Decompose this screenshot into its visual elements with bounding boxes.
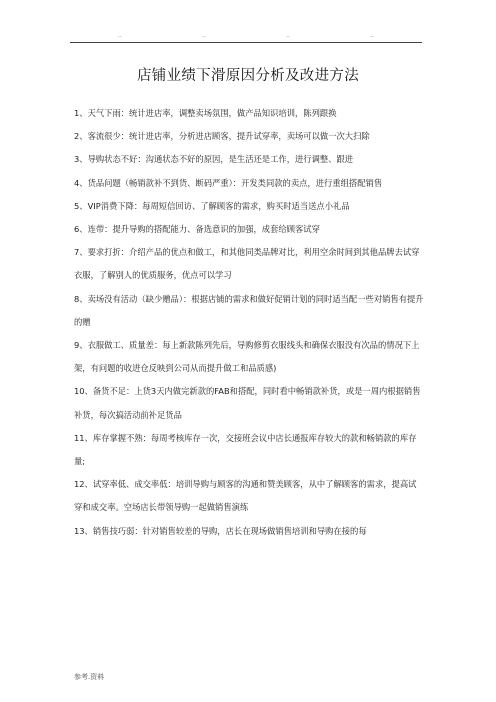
header-marks	[70, 32, 422, 40]
list-item: 2、客流很少：统计进店率，分析进店顾客，提升试穿率，卖场可以做一次大扫除	[74, 131, 370, 142]
list-item: 6、连带：提升导购的搭配能力、备选意识的加强，成套给顾客试穿	[74, 224, 320, 235]
list-item: 7、要求打折：介绍产品的优点和做工，和其他同类品牌对比，利用空余时间到其他品牌去试穿衣服，了解别人的优质服务，优点可以学习	[74, 247, 420, 281]
header-mark: ..	[202, 32, 206, 39]
item-list	[74, 102, 424, 543]
header-divider	[70, 42, 422, 43]
list-item: 10、备货不足：上货3天内做完新款的FAB和搭配，同时看中畅销款补货，或是一周内根据销售补货，每次搞活动前补足货品	[74, 386, 421, 420]
list-item: 1、天气下雨：统计进店率，调整卖场氛围，做产品知识培训，陈列跟换	[74, 108, 337, 118]
list-item: 12、试穿率低、成交率低：培训导购与顾客的沟通和赞美顾客，从中了解顾客的需求，提高试穿和成交率。空场店长带领导购一起做销售演练	[74, 479, 417, 513]
footer-note: 参考.资料	[74, 673, 105, 681]
header-mark: ..	[286, 32, 290, 39]
list-item: 8、卖场没有活动（缺少赠品）：根据店铺的需求和做好促销计划的同时适当配一些对销售有提升的赠	[74, 293, 424, 327]
list-item: 4、货品问题（畅销款补不到货、断码严重）：开发类同款的卖点，进行重组搭配销售	[74, 177, 383, 188]
header-mark: ..	[118, 32, 122, 39]
list-item: 5、VIP消费下降：每周短信回访、了解顾客的需求，购买时适当送点小礼品	[74, 200, 350, 211]
list-item: 11、库存掌握不熟：每周考核库存一次，交接班会议中店长通报库存较大的款和畅销款的库存量;	[74, 432, 417, 467]
list-item: 9、衣服做工、质量差：每上新款陈列先后，导购修剪衣服线头和确保衣服没有次品的情况下上架，有问题的收进仓反映到公司从而提升做工和品质感)	[74, 340, 420, 374]
header-mark: ..	[370, 32, 374, 39]
list-item: 13、销售技巧弱：针对销售较差的导购，店长在现场做销售培训和导购在接的每	[74, 525, 367, 536]
document-title: 店铺业绩下滑原因分析及改进方法	[137, 68, 359, 84]
list-item: 3、导购状态不好：沟通状态不好的原因，是生活还是工作，进行调整、跟进	[74, 154, 354, 165]
